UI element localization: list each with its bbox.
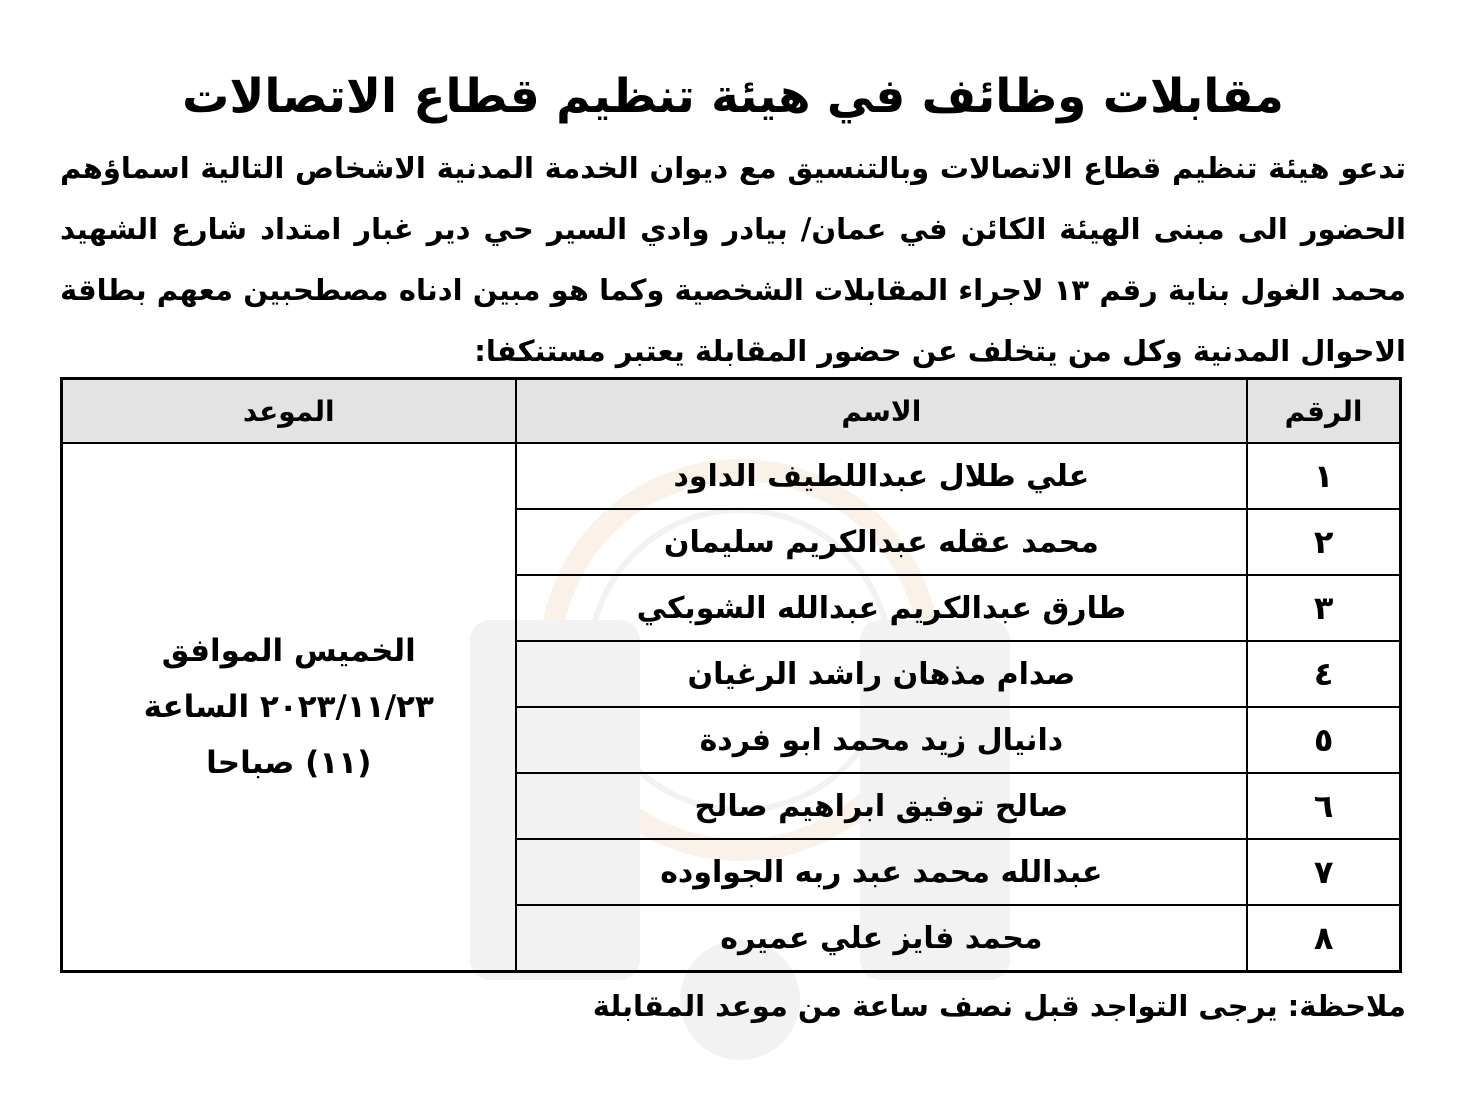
page-title: مقابلات وظائف في هيئة تنظيم قطاع الاتصالات: [182, 69, 1284, 124]
header-name: الاسم: [516, 379, 1248, 444]
row-number: ٤: [1247, 641, 1400, 707]
appointment-date: ٢٠٢٣/١١/٢٣ الساعة: [143, 689, 434, 725]
row-number: ٦: [1247, 773, 1400, 839]
row-number: ٨: [1247, 905, 1400, 972]
row-name: دانيال زيد محمد ابو فردة: [516, 707, 1248, 773]
table-row: [62, 443, 1401, 509]
header-number: الرقم: [1247, 379, 1400, 444]
header-date: الموعد: [62, 379, 516, 444]
intro-paragraph: تدعو هيئة تنظيم قطاع الاتصالات وبالتنسيق مع ديوان الخدمة المدنية الاشخاص التالية اسماؤهم الحضور الى مبنى الهيئة الكائن في عمان/ بيادر وادي السير حي دير غبار امتداد شارع الشهيد محمد الغول بناية رقم ١٣ لاجراء المقابلات الشخصية وكما هو مبين ادناه مصطحبين معهم بطاقة الاحوال المدنية وكل من يتخلف عن حضور المقابلة يعتبر مستنكفا:: [60, 151, 1407, 368]
row-number: ٣: [1247, 575, 1400, 641]
appointment-time: (١١) صباحا: [206, 745, 372, 781]
table-header-row: [62, 379, 1401, 444]
row-name: محمد فايز علي عميره: [516, 905, 1248, 972]
row-name: صدام مذهان راشد الرغيان: [516, 641, 1248, 707]
row-number: ٥: [1247, 707, 1400, 773]
appointment-day: الخميس الموافق: [161, 633, 416, 669]
row-name: صالح توفيق ابراهيم صالح: [516, 773, 1248, 839]
row-number: ٧: [1247, 839, 1400, 905]
candidates-table: [60, 377, 1402, 973]
row-name: علي طلال عبداللطيف الداود: [516, 443, 1248, 509]
footer-note: ملاحظة: يرجى التواجد قبل نصف ساعة من موعد المقابلة: [592, 989, 1406, 1023]
row-number: ١: [1247, 443, 1400, 509]
row-number: ٢: [1247, 509, 1400, 575]
row-name: طارق عبدالكريم عبدالله الشوبكي: [516, 575, 1248, 641]
appointment-cell: [62, 443, 516, 972]
row-name: محمد عقله عبدالكريم سليمان: [516, 509, 1248, 575]
row-name: عبدالله محمد عبد ربه الجواوده: [516, 839, 1248, 905]
